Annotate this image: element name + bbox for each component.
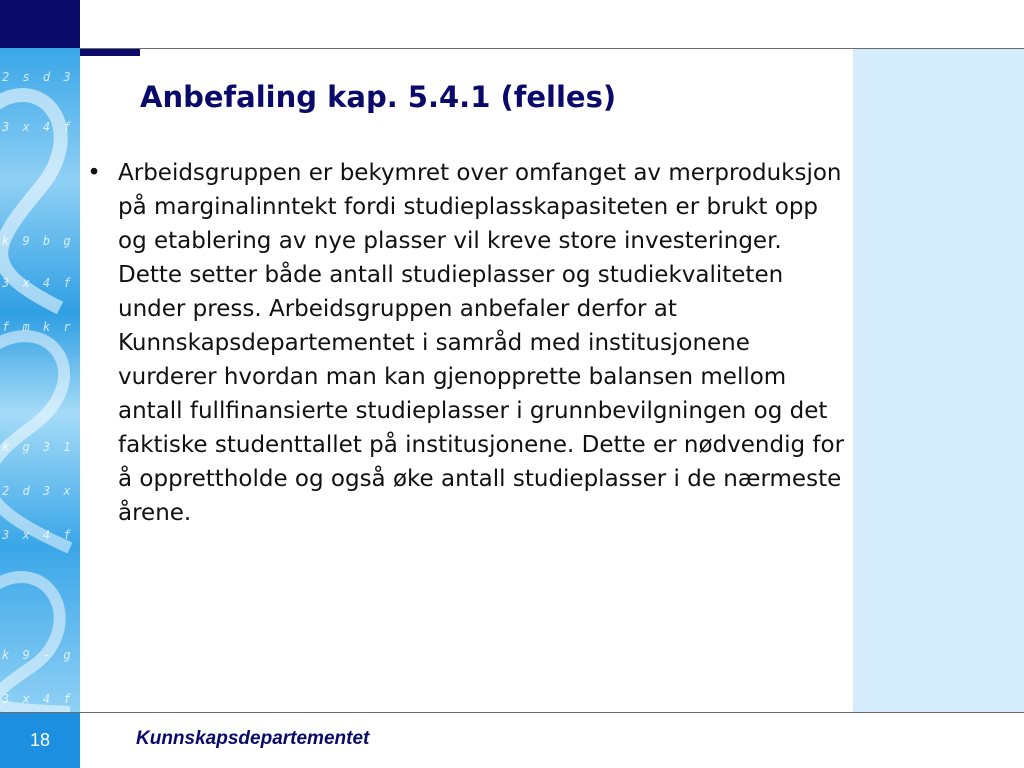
- strip-text: 3 x 4 f m k: [2, 528, 115, 542]
- bullet-icon: •: [87, 160, 101, 186]
- bullet-list: [84, 156, 849, 530]
- strip-text: 2 s d 3 x 4: [2, 70, 115, 84]
- strip-text: k 9 b g p 2: [2, 234, 115, 248]
- strip-text: 2 d 3 x 4: [2, 484, 95, 498]
- strip-text: 3 x 4 f m k: [2, 276, 115, 290]
- corner-block: [0, 0, 80, 48]
- strip-text: k 9 - g p 2: [2, 648, 115, 662]
- slide-title: Anbefaling kap. 5.4.1 (felles): [140, 80, 617, 114]
- bullet-item: [84, 156, 849, 530]
- header-accent-bar: [80, 49, 140, 56]
- footer-divider: [0, 712, 1024, 713]
- bullet-text: Arbeidsgruppen er bekymret over omfanget av merproduksjon på marginalinntekt fordi studieplasskapasiteten er brukt opp og etablering av nye plasser vil kreve store investeringer. Dette setter både antall studieplasser og studiekvaliteten under press. Arbeidsgruppen anbefaler derfor at Kunnskapsdepartementet i samråd med institusjonene vurderer hvordan man kan gjenopprette balansen mellom antall fullfinansierte studieplasser i grunnbevilgningen og det faktiske studenttallet på institusjonene. Dette er nødvendig for å opprettholde og også øke antall studieplasser i de nærmeste årene.: [118, 160, 845, 526]
- footer-organization: Kunnskapsdepartementet: [136, 728, 370, 749]
- swirl-graphic: [0, 48, 80, 712]
- right-side-panel: [853, 49, 1024, 712]
- strip-text: k g 3 1: [2, 440, 74, 454]
- decorative-strip: [0, 48, 135, 712]
- strip-text: 3 x 4 f m k: [2, 120, 115, 134]
- strip-text: 3 x 4 f m k: [2, 692, 115, 706]
- strip-text: f m k r - 7 y: [2, 320, 135, 334]
- page-number: 18: [0, 713, 80, 768]
